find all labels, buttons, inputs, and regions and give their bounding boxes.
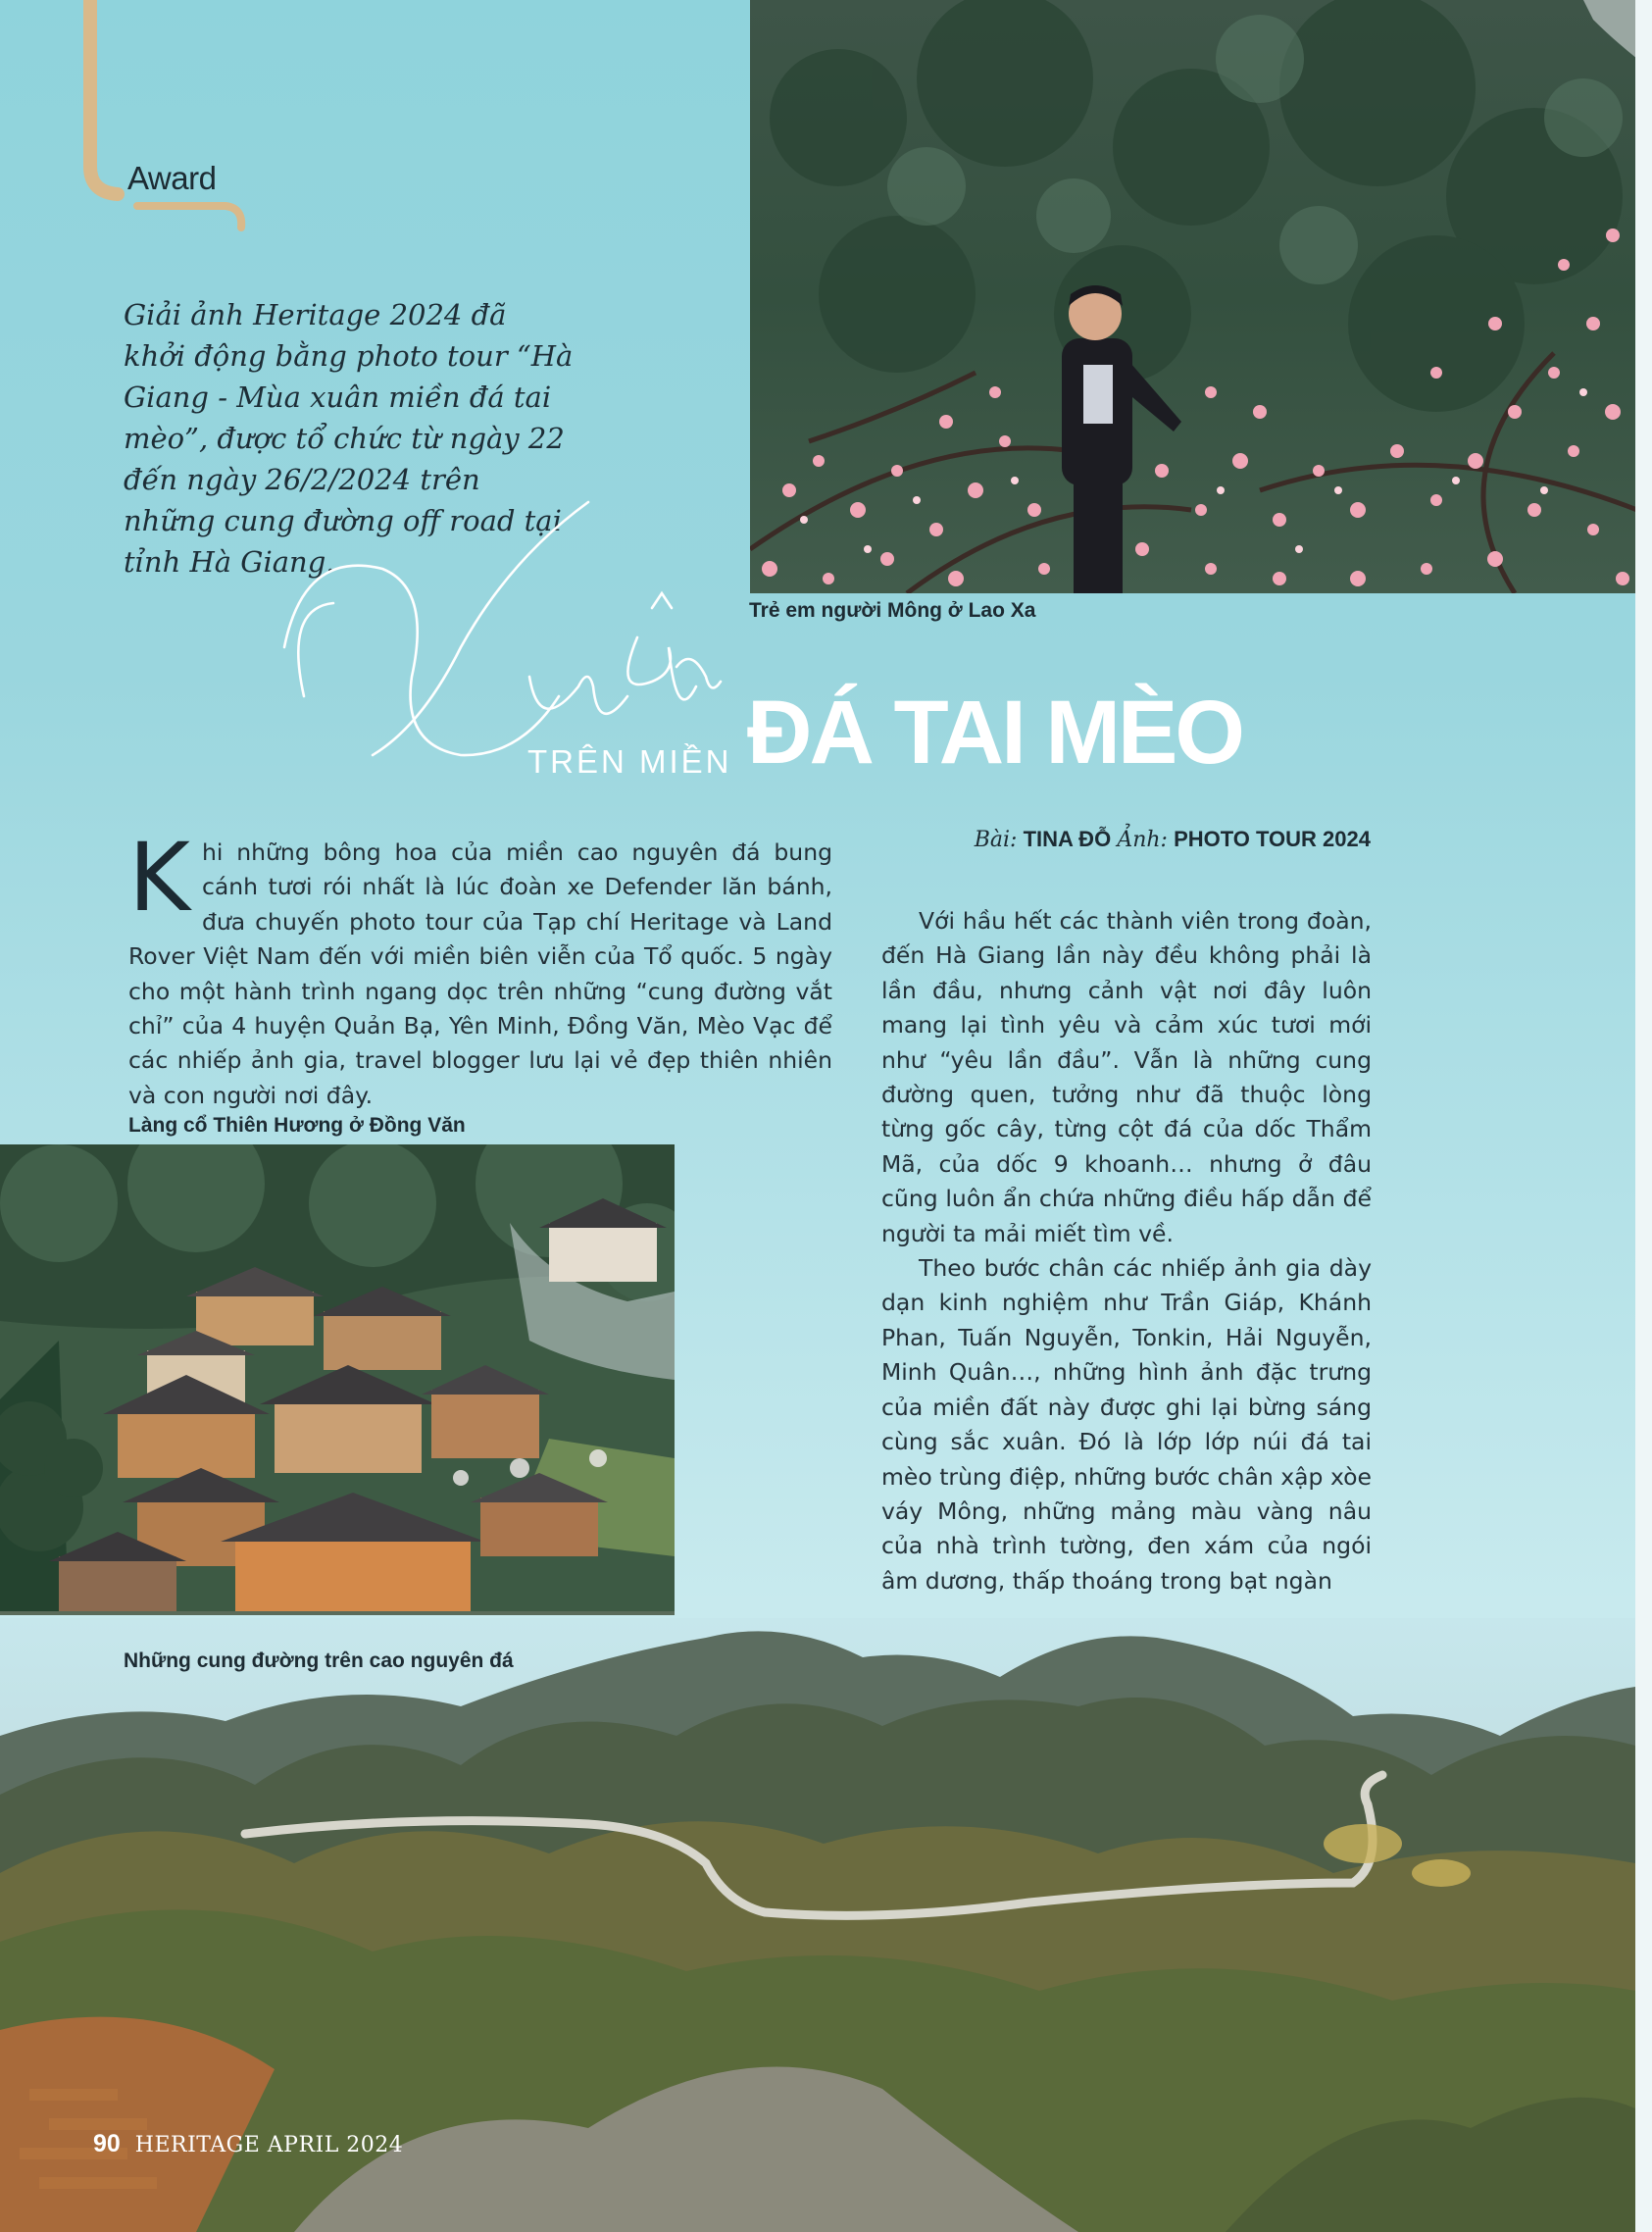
intro-text: Giải ảnh Heritage 2024 đã khởi động bằng photo tour “Hà Giang - Mùa xuân miền đá tai mèo”, được tổ chức từ ngày 22 đến ngày 26/2/2024 trên những cung đường off road tại tỉnh Hà Giang. — [124, 298, 574, 579]
article-right-column — [881, 904, 1372, 1598]
page-number: 90 — [93, 2130, 121, 2157]
section-bracket-decoration — [78, 0, 255, 235]
title-script-xuan — [265, 500, 726, 770]
photo-child-peach-blossom — [750, 0, 1637, 593]
caption-village-photo: Làng cổ Thiên Hương ở Đồng Văn — [128, 1114, 466, 1137]
byline-photo-author: PHOTO TOUR 2024 — [1174, 827, 1371, 851]
byline-text-author: TINA ĐỖ — [1023, 827, 1112, 851]
page-folio — [93, 2130, 403, 2158]
byline-text-label: Bài: — [974, 828, 1018, 852]
caption-child-photo: Trẻ em người Mông ở Lao Xa — [749, 599, 1036, 622]
title-small-text: TRÊN MIỀN — [527, 743, 732, 780]
article-paragraph-2: Theo bước chân các nhiếp ảnh gia dày dạn kinh nghiệm như Trần Giáp, Khánh Phan, Tuấn Nguyễn, Tonkin, Hải Nguyễn, Minh Quân…, những hình ảnh đặc trưng của miền đất này được ghi lại bừng sáng cùng sắc xuân. Đó là lớp lớp núi đá tai mèo trùng điệp, những bước chân xập xòe váy Mông, những mảng màu vàng nâu của nhà trình tường, đen xám của ngói âm dương, thấp thoáng trong bạt ngàn — [881, 1254, 1372, 1595]
page-edge-strip — [1635, 0, 1652, 2232]
caption-mountain-photo: Những cung đường trên cao nguyên đá — [124, 1649, 514, 1672]
article-paragraph-1: Với hầu hết các thành viên trong đoàn, đến Hà Giang lần này đều không phải là lần đầu, nhưng cảnh vật nơi đây luôn mang lại tình yêu và cảm xúc tươi mới như “yêu lần đầu”. Vẫn là những cung đường quen, tưởng như đã thuộc lòng từng gốc cây, từng cột đá của dốc Thẩm Mã, của dốc 9 khoanh… nhưng ở đâu cũng luôn ẩn chứa những điều hấp dẫn để người ta mải miết tìm về. — [881, 907, 1372, 1247]
byline-photo-label: Ảnh: — [1117, 828, 1168, 852]
section-label: Award — [127, 160, 217, 196]
title-main-text: ĐÁ TAI MÈO — [747, 683, 1242, 783]
publication-name: HERITAGE APRIL 2024 — [134, 2133, 404, 2157]
article-lead-column — [128, 823, 832, 1113]
dropcap-letter: K — [128, 823, 190, 933]
article-lead-paragraph — [128, 823, 832, 1113]
byline — [882, 827, 1371, 852]
photo-village-dong-van — [0, 1144, 675, 1615]
article-lead-text: hi những bông hoa của miền cao nguyên đá bung cánh tươi rói nhất là lúc đoàn xe Defender lăn bánh, đưa chuyến photo tour của Tạp chí Heritage và Land Rover Việt Nam đến với miền biên viễn của Tổ quốc. 5 ngày cho một hành trình ngang dọc trên những “cung đường vắt chỉ” của 4 huyện Quản Bạ, Yên Minh, Đồng Văn, Mèo Vạc để các nhiếp ảnh gia, travel blogger lưu lại vẻ đẹp thiên nhiên và con người nơi đây. — [128, 838, 832, 1109]
